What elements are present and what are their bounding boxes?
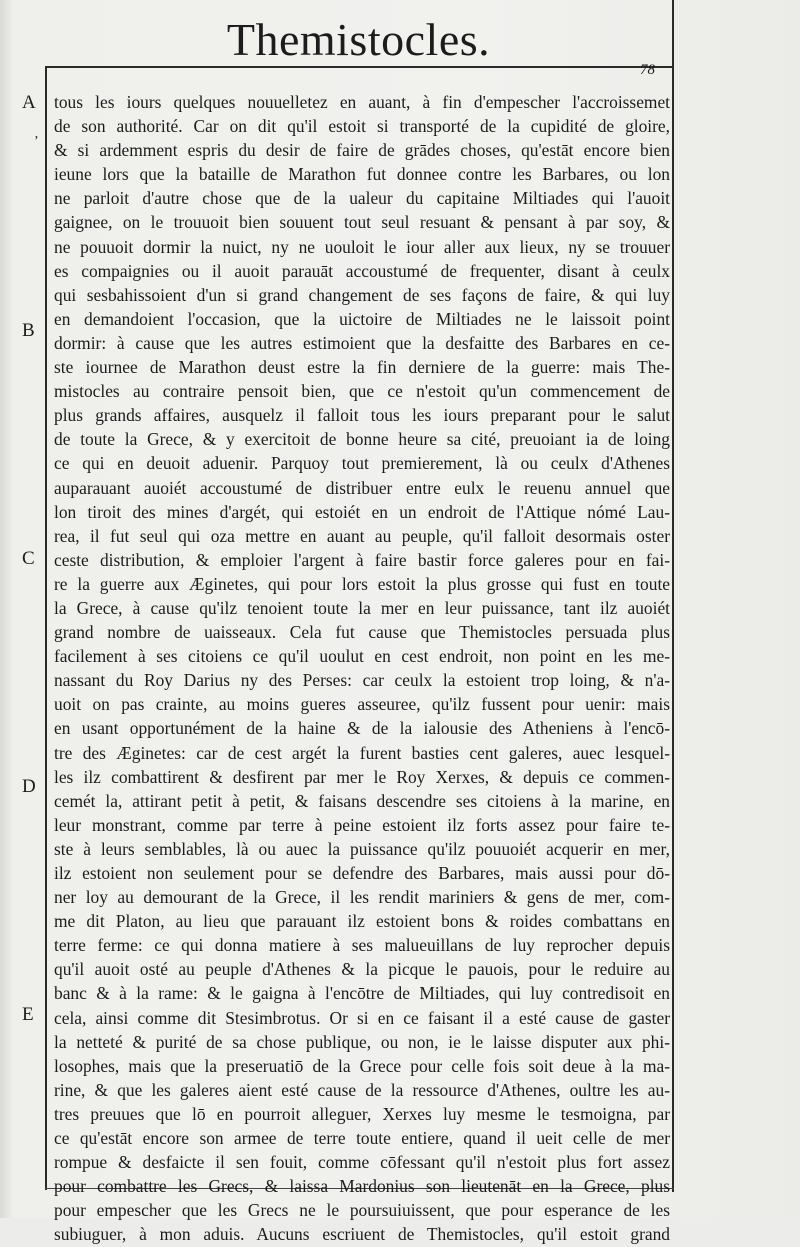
text-line: nassant du Roy Darius ny des Perses: car ceulx la estoient trop loing, & n'a-: [54, 670, 670, 691]
margin-letter-c: C: [22, 548, 35, 569]
text-line: me dit Platon, au lieu que parauant ilz estoient bons & roides combattans en: [54, 911, 670, 932]
text-line: mistocles au contraire pensoit bien, que ce n'estoit qu'un commencement de: [54, 381, 670, 402]
text-line: tres preuues que lō en pourroit alleguer, Xerxes luy mesme le tesmoigna, par: [54, 1103, 670, 1124]
text-line: lon tiroit des mines d'argét, qui estoiét en un endroit de l'Attique nómé Lau-: [54, 501, 670, 522]
text-line: ste iournee de Marathon deust estre la fin derniere de la guerre: mais The-: [54, 357, 670, 378]
text-line: & si ardemment espris du desir de faire de grādes choses, qu'estāt encore bien: [54, 140, 670, 161]
text-line: ce qui en deuoit aduenir. Parquoy tout premierement, là ou ceulx d'Athenes: [54, 453, 670, 474]
margin-letter-d: D: [22, 776, 36, 797]
text-line: tre des Æginetes: car de cest argét la furent basties cent galeres, auec lesquel-: [54, 742, 670, 763]
text-line: qu'il auoit osté au peuple d'Athenes & la picque le pauois, pour le reduire au: [54, 959, 670, 980]
text-line: gaignee, on le trouuoit bien souuent tout seul resuant & pensant à par soy, &: [54, 212, 670, 233]
text-line: ne parloit d'autre chose que de la ualeur du capitaine Miltiades qui l'auoit: [54, 188, 670, 209]
text-line: pour empescher que les Grecs ne le poursuiuissent, que pour esperance de les: [54, 1200, 670, 1221]
text-line: rompue & desfaicte il sen fouit, comme cōfessant qu'il n'estoit plus fort assez: [54, 1152, 670, 1173]
text-line: uoit on pas crainte, au moins gueres asseuree, qu'ilz fussent pour uenir: mais: [54, 694, 670, 715]
right-margin-rule: [672, 0, 674, 1192]
text-line: grand nombre de uaisseaux. Cela fut cause que Themistocles persuada plus: [54, 622, 670, 643]
text-line: ce qu'estāt encore son armee de terre toute entiere, quand il ueit celle de mer: [54, 1128, 670, 1149]
text-line: facilement à ses citoiens ce qu'il uoulut en cest endroit, non point en les me-: [54, 646, 670, 667]
left-margin-rule: [45, 66, 47, 1190]
text-line: es compaignies ou il auoit parauāt accoustumé de frequenter, disant à ceulx: [54, 260, 670, 281]
text-line: rea, il fut seul qui oza mettre en auant au peuple, qu'il falloit desormais oster: [54, 525, 670, 546]
text-line: ieune lors que la bataille de Marathon fut donnee contre les Barbares, ou lon: [54, 164, 670, 185]
margin-letter-e: E: [22, 1004, 34, 1025]
text-line: de toute la Grece, & y exercitoit de bonne heure sa cité, preuoiant ia de loing: [54, 429, 670, 450]
text-line: la netteté & purité de sa chose publique, ou non, ie le laisse disputer aux phi-: [54, 1031, 670, 1052]
text-line: qui sesbahissoient d'un si grand changement de ses façons de faire, & qui luy: [54, 284, 670, 305]
text-line: cemét la, attirant petit à petit, & faisans descendre ses citoiens à la marine, en: [54, 790, 670, 811]
text-line: ne pouuoit dormir la nuict, ny ne uouloit le iour aller aux lieux, ny se trouuer: [54, 236, 670, 257]
text-line: pour combattre les Grecs, & laissa Mardonius son lieutenāt en la Grece, plus: [54, 1176, 670, 1197]
body-text: [54, 90, 670, 1247]
text-line: de son authorité. Car on dit qu'il estoit si transporté de la cupidité de gloire,: [54, 116, 670, 137]
text-line: terre ferme: ce qui donna matiere à ses malueuillans de luy reprocher depuis: [54, 935, 670, 956]
text-line: tous les iours quelques nouuelletez en auant, à fin d'empescher l'accroissemet: [54, 92, 670, 112]
text-line: en usant opportunément de la haine & de la ialousie des Atheniens à l'encō-: [54, 718, 670, 739]
text-line: la Grece, à cause qu'ilz tenoient toute la mer en leur puissance, tant ilz auoiét: [54, 597, 670, 618]
text-line: en demandoient l'occasion, que la uictoire de Miltiades ne le laissoit point: [54, 308, 670, 329]
text-line: cela, ainsi comme dit Stesimbrotus. Or si en ce faisant il a esté cause de gaster: [54, 1007, 670, 1028]
margin-letter-b: B: [22, 320, 35, 341]
text-line: dormir: à cause que les autres estimoient que la desfaitte des Barbares en ce-: [54, 332, 670, 353]
text-line: ilz estoient non seulement pour se defendre des Barbares, mais aussi pour dō-: [54, 863, 670, 883]
text-line: auparauant auoiét accoustumé de distribuer entre eulx le reuenu annuel que: [54, 477, 670, 498]
margin-letter-a: A: [22, 92, 36, 113]
running-title: Themistocles.: [226, 14, 491, 65]
text-line: ner loy au demourant de la Grece, il les rendit mariniers & gens de mer, com-: [54, 887, 670, 908]
text-line: losophes, mais que la preseruatiō de la Grece pour celle fois soit deue à la ma-: [54, 1055, 670, 1076]
text-line: les ilz combattirent & desfirent par mer le Roy Xerxes, & depuis ce commen-: [54, 766, 670, 787]
page-number: 78: [640, 62, 655, 78]
text-line: re la guerre aux Æginetes, qui pour lors estoit la plus grosse qui fust en toute: [54, 573, 670, 594]
text-line: ceste distribution, & emploier l'argent à faire bastir force galeres pour en fai-: [54, 549, 670, 570]
text-line: ste à leurs semblables, là ou auec la puissance qu'ilz pouuoiét acquerir en mer,: [54, 838, 670, 859]
margin-mark: ’: [34, 134, 39, 149]
text-line: banc & à la rame: & le gaigna à l'encōtre de Miltiades, qui luy contredisoit en: [54, 983, 670, 1004]
text-line: leur monstrant, comme par terre à peine estoient ilz forts assez pour faire te-: [54, 814, 670, 835]
text-line: plus grands affaires, ausquelz il falloit tous les iours preparant pour le salut: [54, 405, 670, 426]
text-line: rine, & que les galeres aient esté cause de la ressource d'Athenes, oultre les au-: [54, 1079, 670, 1100]
text-line: subiuguer, à mon aduis. Aucuns escriuent de Themistocles, qu'il estoit grand: [54, 1224, 670, 1245]
